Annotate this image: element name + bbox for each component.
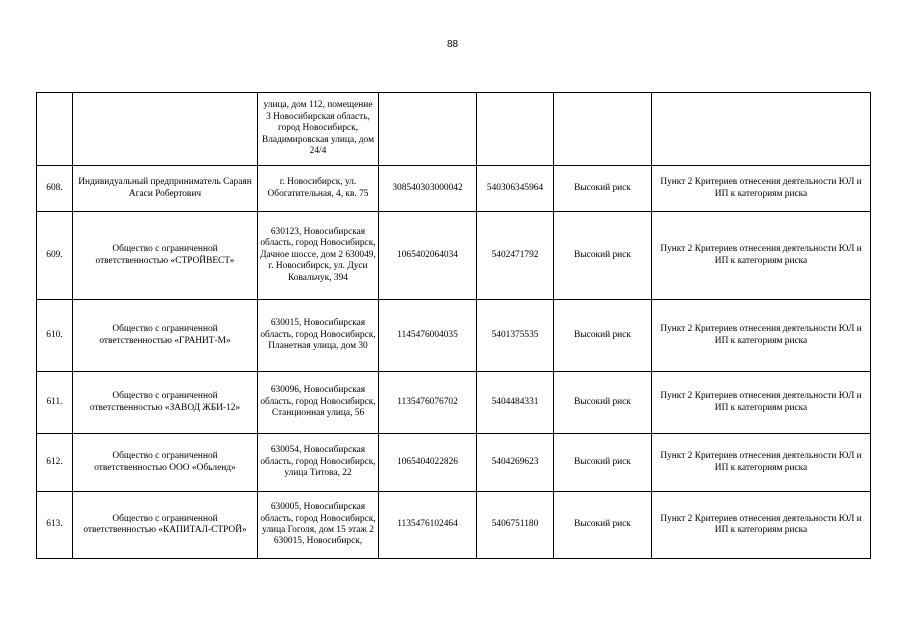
ogrn-value: 308540303000042 <box>379 166 477 212</box>
entity-address: 630123, Новосибирская область, город Новосибирск, Дачное шоссе, дом 2 630049, г. Новосибирск, ул. Дуси Ковальчук, 394 <box>258 212 379 300</box>
risk-criteria: Пункт 2 Критериев отнесения деятельности ЮЛ и ИП к категориям риска <box>652 372 871 434</box>
risk-criteria: Пункт 2 Критериев отнесения деятельности ЮЛ и ИП к категориям риска <box>652 300 871 372</box>
entity-address: 630005, Новосибирская область, город Новосибирск, улица Гоголя, дом 15 этаж 2 630015, Новосибирск, <box>258 492 379 559</box>
row-number: 608. <box>37 166 73 212</box>
row-number <box>37 93 73 166</box>
risk-criteria: Пункт 2 Критериев отнесения деятельности ЮЛ и ИП к категориям риска <box>652 434 871 492</box>
entity-name: Общество с ограниченной ответственностью «СТРОЙВЕСТ» <box>73 212 258 300</box>
entity-name: Индивидуальный предприниматель Сараян Агаси Робертович <box>73 166 258 212</box>
row-number: 612. <box>37 434 73 492</box>
inn-value: 5404269623 <box>477 434 554 492</box>
page-number: 88 <box>446 39 459 50</box>
risk-category: Высокий риск <box>554 166 652 212</box>
inn-value: 5401375535 <box>477 300 554 372</box>
risk-category: Высокий риск <box>554 492 652 559</box>
entity-name: Общество с ограниченной ответственностью «КАПИТАЛ-СТРОЙ» <box>73 492 258 559</box>
entity-address: г. Новосибирск, ул. Обогатительная, 4, кв. 75 <box>258 166 379 212</box>
ogrn-value: 1065402064034 <box>379 212 477 300</box>
table-row <box>37 492 871 559</box>
risk-registry-table <box>36 92 871 559</box>
entity-address: 630096, Новосибирская область, город Новосибирск, Станционная улица, 56 <box>258 372 379 434</box>
row-number: 613. <box>37 492 73 559</box>
row-number: 611. <box>37 372 73 434</box>
ogrn-value: 1145476004035 <box>379 300 477 372</box>
table-row <box>37 93 871 166</box>
inn-value: 540306345964 <box>477 166 554 212</box>
ogrn-value: 1135476076702 <box>379 372 477 434</box>
risk-criteria: Пункт 2 Критериев отнесения деятельности ЮЛ и ИП к категориям риска <box>652 492 871 559</box>
inn-value: 5406751180 <box>477 492 554 559</box>
risk-category: Высокий риск <box>554 434 652 492</box>
risk-category: Высокий риск <box>554 212 652 300</box>
entity-address: улица, дом 112, помещение 3 Новосибирская область, город Новосибирск, Владимировская улица, дом 24/4 <box>258 93 379 166</box>
table-row <box>37 434 871 492</box>
risk-criteria: Пункт 2 Критериев отнесения деятельности ЮЛ и ИП к категориям риска <box>652 212 871 300</box>
risk-criteria: Пункт 2 Критериев отнесения деятельности ЮЛ и ИП к категориям риска <box>652 166 871 212</box>
table-row <box>37 372 871 434</box>
entity-name <box>73 93 258 166</box>
row-number: 609. <box>37 212 73 300</box>
risk-criteria <box>652 93 871 166</box>
table-row <box>37 166 871 212</box>
risk-category: Высокий риск <box>554 372 652 434</box>
inn-value: 5404484331 <box>477 372 554 434</box>
entity-name: Общество с ограниченной ответственностью «ГРАНИТ-М» <box>73 300 258 372</box>
ogrn-value <box>379 93 477 166</box>
entity-name: Общество с ограниченной ответственностью ООО «Обьленд» <box>73 434 258 492</box>
entity-name: Общество с ограниченной ответственностью «ЗАВОД ЖБИ-12» <box>73 372 258 434</box>
risk-category <box>554 93 652 166</box>
ogrn-value: 1135476102464 <box>379 492 477 559</box>
inn-value: 5402471792 <box>477 212 554 300</box>
ogrn-value: 1065404022826 <box>379 434 477 492</box>
row-number: 610. <box>37 300 73 372</box>
table-row <box>37 300 871 372</box>
table-row <box>37 212 871 300</box>
inn-value <box>477 93 554 166</box>
entity-address: 630054, Новосибирская область, город Новосибирск, улица Титова, 22 <box>258 434 379 492</box>
risk-category: Высокий риск <box>554 300 652 372</box>
entity-address: 630015, Новосибирская область, город Новосибирск, Планетная улица, дом 30 <box>258 300 379 372</box>
